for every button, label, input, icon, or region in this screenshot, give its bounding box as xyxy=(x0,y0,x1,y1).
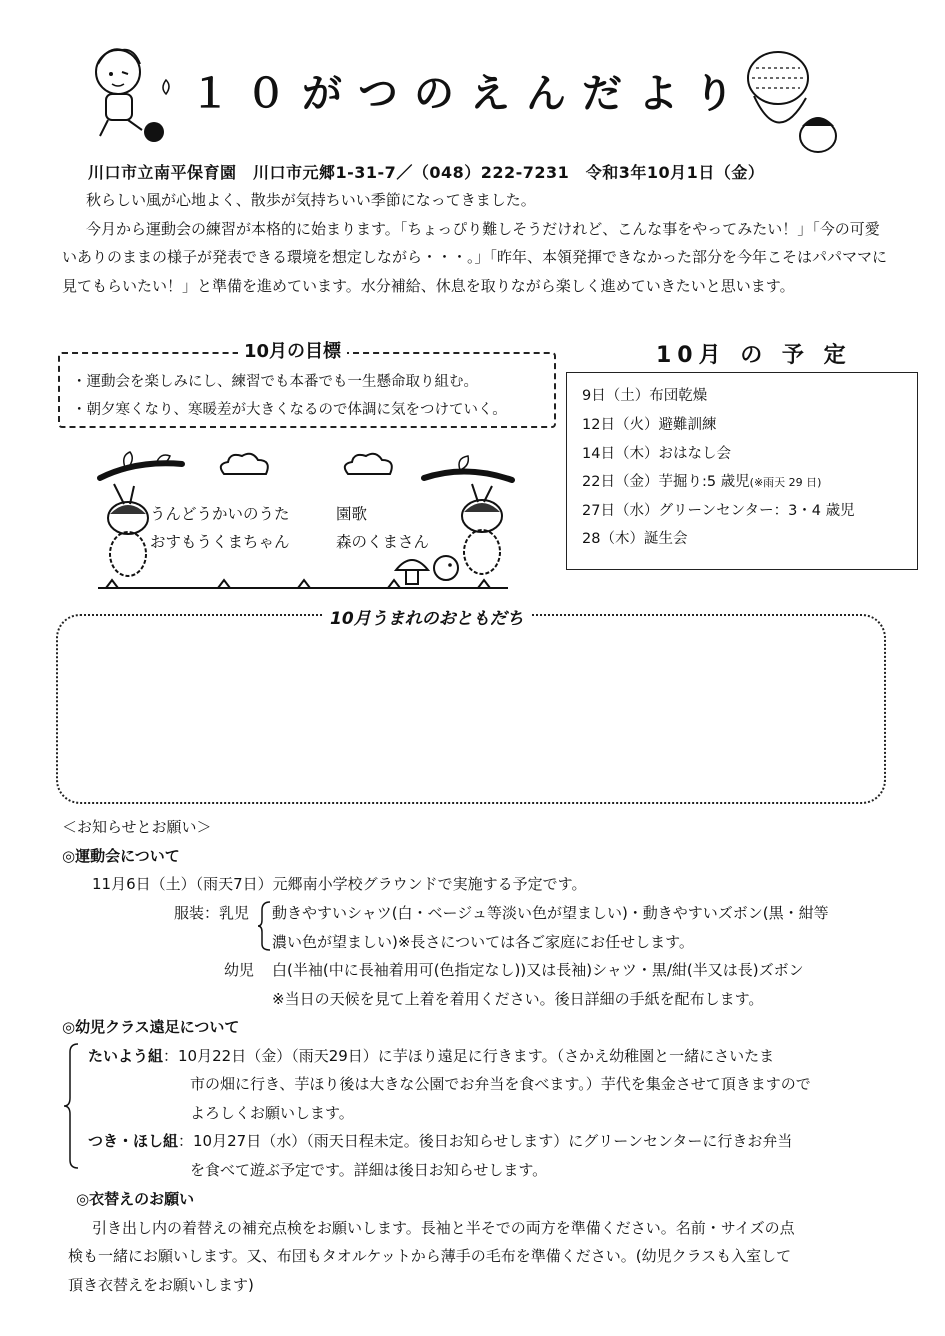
schedule-item xyxy=(582,470,821,491)
schedule-item-note: (※雨天 29 日) xyxy=(749,476,822,489)
cloud-icon xyxy=(340,452,396,478)
notices-heading: ＜お知らせとお願い＞ xyxy=(62,818,212,836)
brace xyxy=(64,1042,80,1170)
taiyo-line-2: 市の畑に行き、芋ほり後は大きな公園でお弁当を食べます。）芋代を集金させて頂きますので xyxy=(190,1075,811,1093)
tsuki-line-1 xyxy=(88,1130,792,1151)
birthday-title: 10月うまれのおともだち xyxy=(322,604,532,629)
song-title: うんどうかいのうた xyxy=(150,505,290,523)
infant-dress-line-2: 濃い色が望ましい)※長さについては各ご家庭にお任せします。 xyxy=(272,933,694,951)
sports-heading: ◎運動会について xyxy=(62,847,180,865)
clothes-line-3: 頂き衣替えをお願いします) xyxy=(68,1276,254,1294)
goal-item: ・朝夕寒くなり、寒暖差が大きくなるので体調に気をつけていく。 xyxy=(72,402,507,418)
schedule-item: 27日（水）グリーンセンター：3・4 歳児 xyxy=(582,503,855,519)
clothes-line-1: 引き出し内の着替えの補充点検をお願いします。長袖と半そでの両方を準備ください。名前・サイズの点 xyxy=(92,1219,795,1237)
goal-item: ・運動会を楽しみにし、練習でも本番でも一生懸命取り組む。 xyxy=(72,374,478,390)
intro-paragraph xyxy=(62,186,892,300)
goals-title: 10月の目標 xyxy=(238,337,347,363)
schedule-item: 12日（火）避難訓練 xyxy=(582,417,717,433)
song-title: 園歌 xyxy=(336,505,368,523)
schedule-item: 28（木）誕生会 xyxy=(582,531,688,547)
intro-line-2: 今月から運動会の練習が本格的に始まります。「ちょっぴり難しそうだけれど、こんな事をやってみたい！」「今の可愛いありのままの様子が発表できる環境を想定しながら・・・。」「昨年、本領発揮できなかった部分を今年こそはパパママに見てもらいたい！」と準備を進めています。水分補給、休息を取りながら楽しく進めていきたいと思います。 xyxy=(62,219,888,295)
child-label: 幼児 xyxy=(224,961,255,979)
tsuki-line-2: を食べて遊ぶ予定です。詳細は後日お知らせします。 xyxy=(190,1161,548,1179)
birthday-box xyxy=(56,614,886,804)
clothes-heading: ◎衣替えのお願い xyxy=(76,1190,195,1208)
header-info: 川口市立南平保育園 川口市元郷1-31-7／（048）222-7231 令和3年10月1日（金） xyxy=(88,163,765,182)
song-title: おすもうくまちゃん xyxy=(150,533,290,551)
tsuki-label: つき・ほし組 xyxy=(88,1132,179,1150)
taiyo-line-3: よろしくお願いします。 xyxy=(190,1104,354,1122)
intro-line-1: 秋らしい風が心地よく、散歩が気持ちいい季節になってきました。 xyxy=(86,191,536,209)
sports-date: 11月6日（土）（雨天7日）元郷南小学校グラウンドで実施する予定です。 xyxy=(92,875,587,893)
taiyo-text: ：10月22日（金）（雨天29日）に芋ほり遠足に行きます。（さかえ幼稚園と一緒にさいたま xyxy=(163,1047,775,1065)
taiyo-label: たいよう組 xyxy=(88,1047,164,1065)
clothes-line-2: 検も一緒にお願いします。又、布団もタオルケットから薄手の毛布を準備ください。(幼児クラスも入室して xyxy=(68,1247,792,1265)
child-kicking-ball-icon xyxy=(78,40,178,150)
schedule-item-text: 22日（金）芋掘り:5 歳児 xyxy=(582,474,750,490)
infant-dress-line-1: 動きやすいシャツ(白・ベージュ等淡い色が望ましい)・動きやすいズボン(黒・紺等 xyxy=(272,904,829,922)
schedule-item: 9日（土）布団乾燥 xyxy=(582,388,708,404)
brace xyxy=(258,900,272,952)
dress-label: 服装：乳児 xyxy=(174,904,250,922)
taiyo-line-1 xyxy=(88,1045,774,1066)
page-title: １０がつのえんだより xyxy=(190,71,750,117)
child-dress-line-1: 白(半袖(中に長袖着用可(色指定なし))又は長袖)シャツ・黒/紺(半又は長)ズボン xyxy=(272,961,804,979)
cloud-icon xyxy=(216,452,272,478)
tsuki-text: ：10月27日（水）（雨天日程未定。後日お知らせします）にグリーンセンターに行きお弁当 xyxy=(178,1132,793,1150)
grass-line-icon xyxy=(98,576,508,590)
trip-heading: ◎幼児クラス遠足について xyxy=(62,1018,240,1036)
schedule-item: 14日（木）おはなし会 xyxy=(582,446,731,462)
song-title: 森のくまさん xyxy=(336,533,430,551)
child-dress-line-2: ※当日の天候を見て上着を着用ください。後日詳細の手紙を配布します。 xyxy=(272,990,764,1008)
schedule-title: 10月 の 予 定 xyxy=(656,343,852,368)
